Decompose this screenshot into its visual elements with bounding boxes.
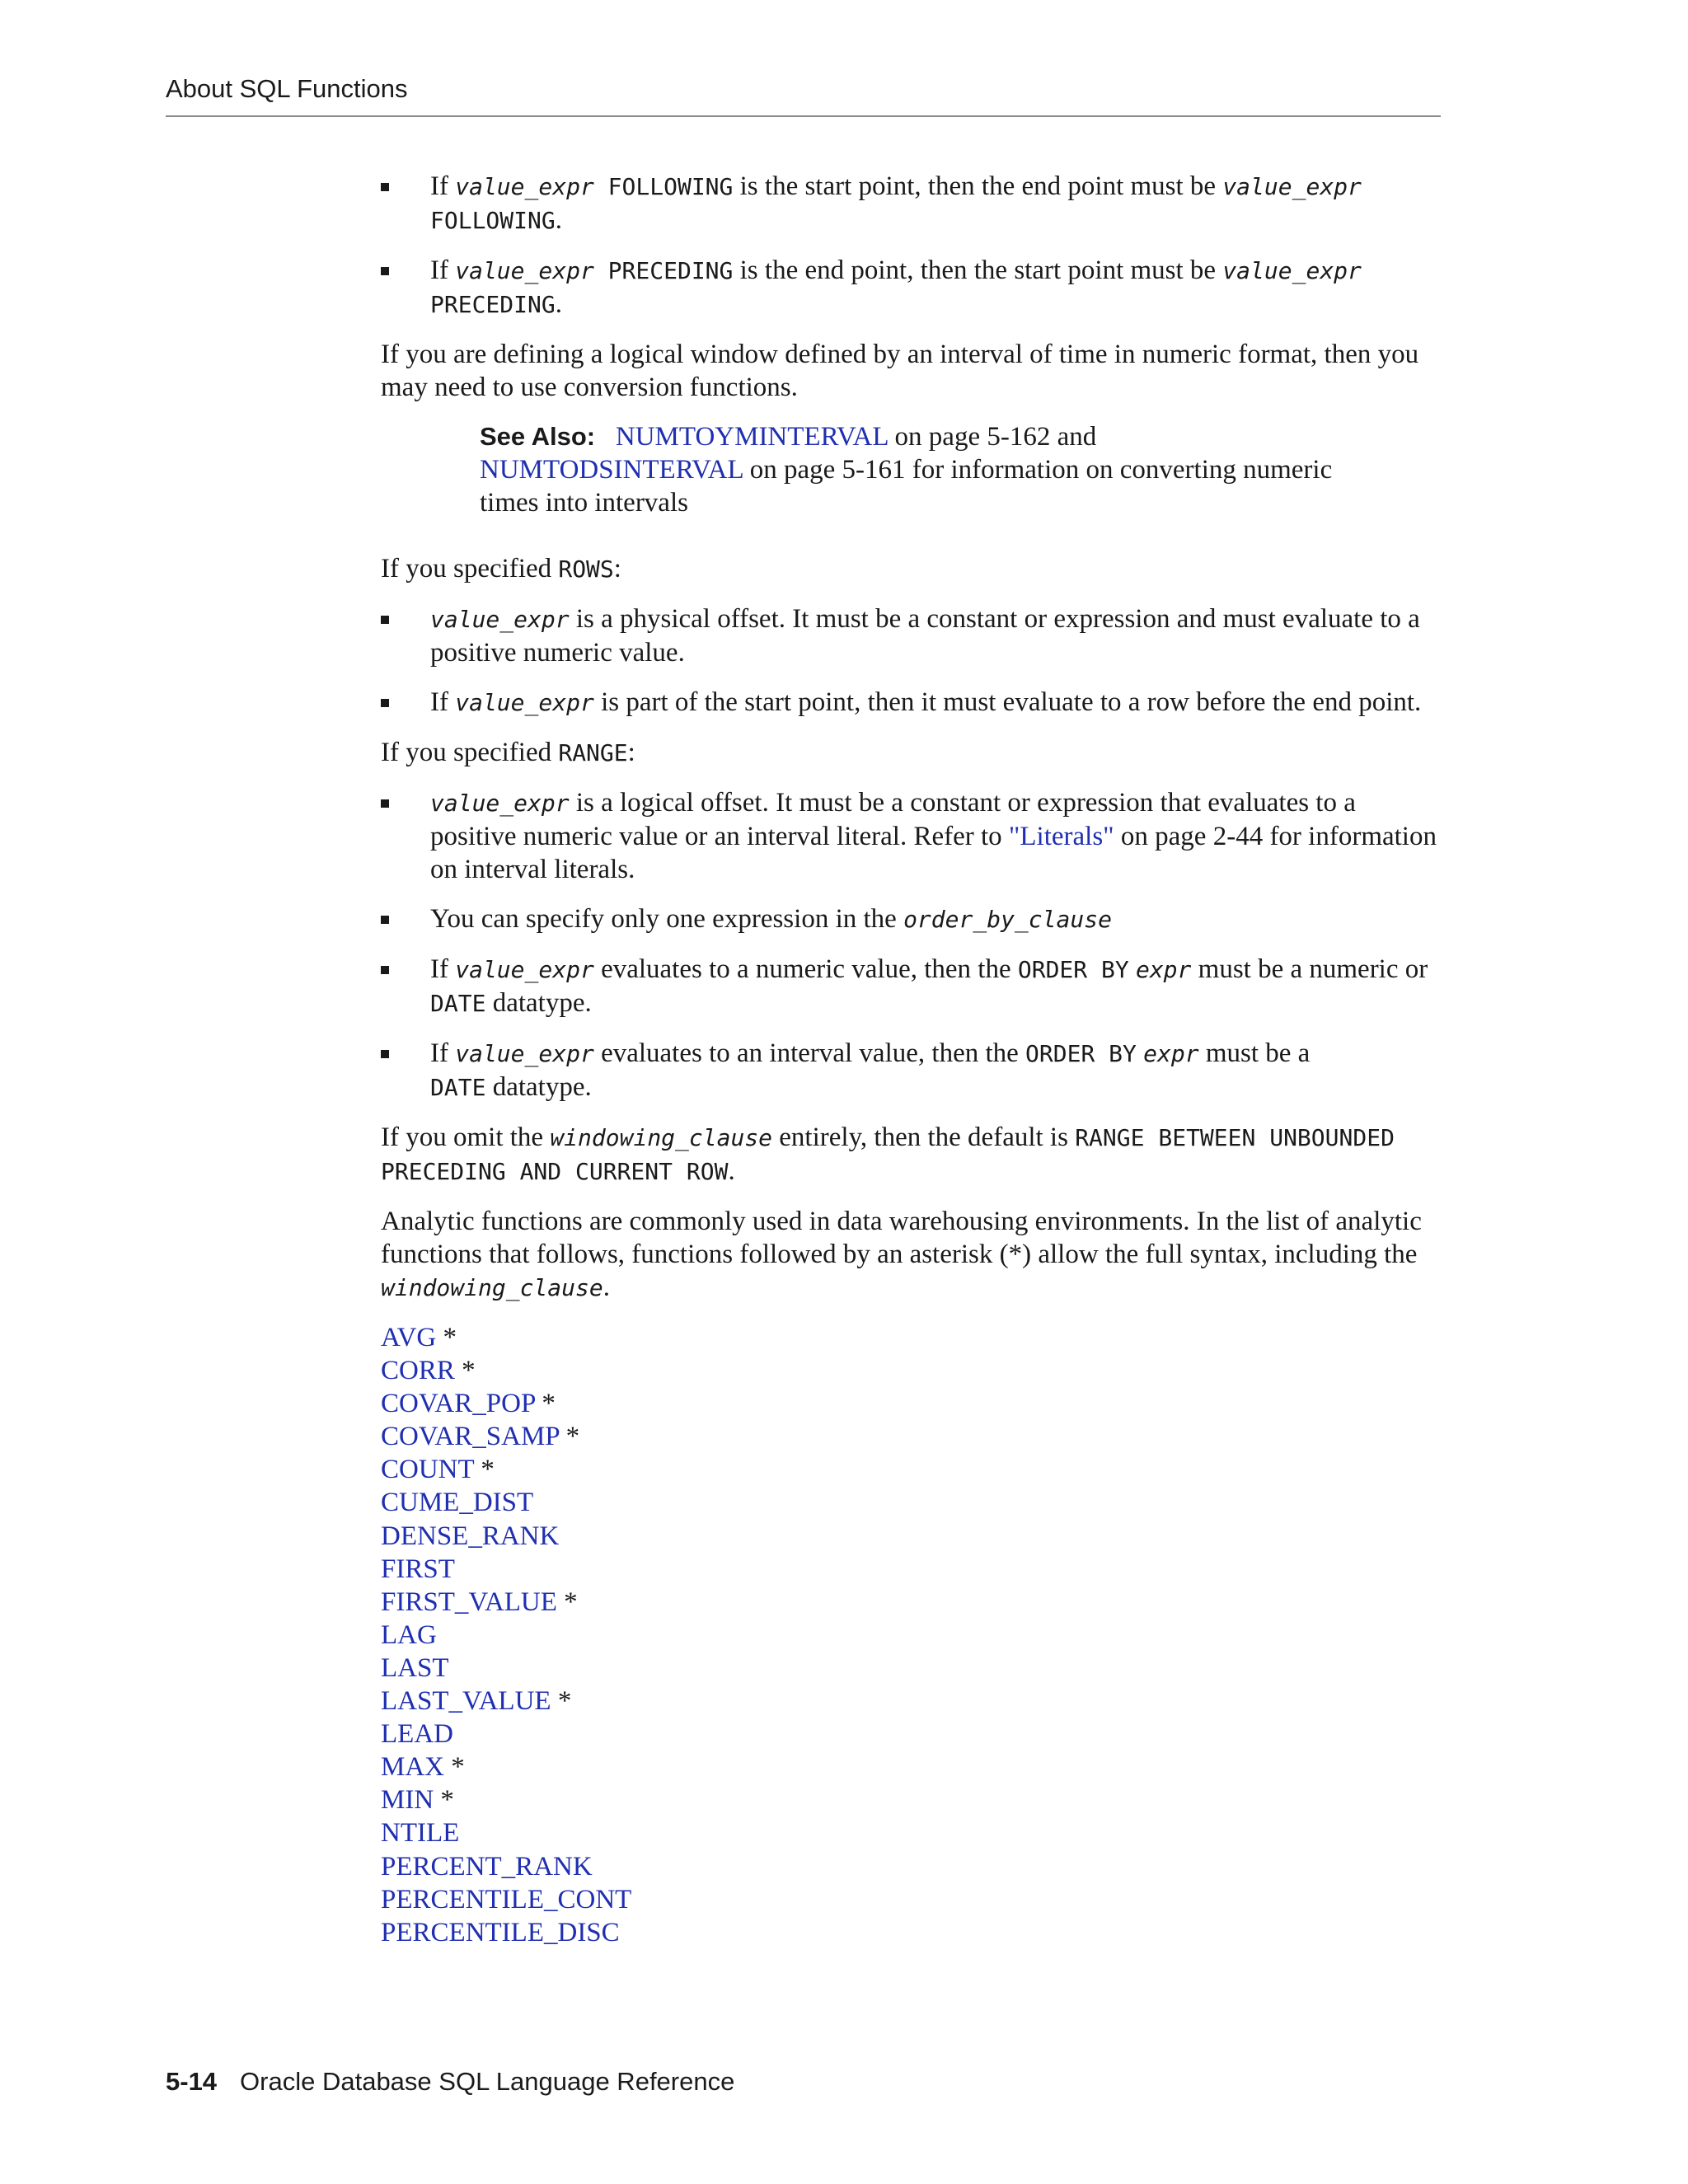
square-bullet-icon (381, 966, 389, 974)
square-bullet-icon (381, 799, 389, 808)
page-number: 5-14 (166, 2067, 218, 2096)
list-item: If value_expr evaluates to an interval value, then the ORDER BY expr must be a DATE datatype. (381, 1037, 1444, 1104)
square-bullet-icon (381, 616, 389, 624)
function-link[interactable]: AVG (381, 1323, 437, 1352)
function-list-item (381, 1486, 1444, 1519)
function-link[interactable]: COVAR_SAMP (381, 1422, 560, 1452)
header-rule (166, 115, 1441, 117)
window-support-marker: * (434, 1785, 454, 1816)
book-title: Oracle Database SQL Language Reference (240, 2067, 735, 2096)
square-bullet-icon (381, 1050, 389, 1058)
analytic-function-list (381, 1321, 1444, 1949)
function-link[interactable]: CORR (381, 1356, 455, 1386)
bullet-list-range (381, 786, 1444, 1104)
list-item: If value_expr FOLLOWING is the start point, then the end point must be value_expr FOLLOWING. (381, 170, 1444, 237)
window-support-marker: * (444, 1752, 465, 1783)
function-link[interactable]: PERCENTILE_DISC (381, 1917, 620, 1947)
function-link[interactable]: PERCENTILE_CONT (381, 1884, 632, 1915)
square-bullet-icon (381, 699, 389, 707)
function-list-item (381, 1883, 1444, 1916)
page-footer (166, 2067, 734, 2097)
function-list-item (381, 1453, 1444, 1486)
square-bullet-icon (381, 916, 389, 924)
function-list-item (381, 1619, 1444, 1652)
function-list-item (381, 1387, 1444, 1420)
analytic-functions-paragraph: Analytic functions are commonly used in data warehousing environments. In the list of analytic functions that follows, functions followed by an asterisk (*) allow the full syntax, including the windowing_clause. (381, 1207, 1422, 1302)
see-also-label: See Also: (480, 422, 596, 451)
function-list-item (381, 1553, 1444, 1586)
function-link[interactable]: LAST (381, 1652, 449, 1683)
function-link[interactable]: LAST_VALUE (381, 1686, 551, 1717)
function-link[interactable]: MAX (381, 1752, 445, 1783)
function-list-item (381, 1321, 1444, 1354)
function-link[interactable]: COUNT (381, 1455, 475, 1485)
function-link[interactable]: PERCENT_RANK (381, 1851, 593, 1882)
function-list-item (381, 1718, 1444, 1750)
window-support-marker: * (559, 1422, 580, 1452)
function-link[interactable]: DENSE_RANK (381, 1521, 560, 1551)
running-header: About SQL Functions (166, 74, 408, 103)
window-support-marker: * (436, 1323, 457, 1352)
function-link[interactable]: LEAD (381, 1719, 453, 1750)
function-link[interactable]: FIRST (381, 1554, 455, 1584)
function-list-item (381, 1816, 1444, 1849)
function-list-item (381, 1354, 1444, 1387)
function-link[interactable]: LAG (381, 1619, 437, 1650)
bullet-list-rows (381, 602, 1444, 719)
function-link[interactable]: NTILE (381, 1818, 460, 1849)
list-item: If value_expr PRECEDING is the end point, then the start point must be value_expr PRECEDING. (381, 254, 1444, 321)
function-list-item (381, 1685, 1444, 1718)
function-link[interactable]: MIN (381, 1785, 434, 1816)
logical-window-paragraph: If you are defining a logical window defined by an interval of time in numeric format, then you may need to use conversion functions. (381, 340, 1419, 402)
link-literals[interactable]: "Literals" (1008, 822, 1114, 851)
square-bullet-icon (381, 267, 389, 275)
omit-windowing-paragraph: If you omit the windowing_clause entirely, then the default is RANGE BETWEEN UNBOUNDED PRECEDING AND CURRENT ROW. (381, 1122, 1395, 1186)
window-support-marker: * (454, 1356, 476, 1386)
function-list-item (381, 1652, 1444, 1685)
function-list-item (381, 1750, 1444, 1783)
function-list-item (381, 1520, 1444, 1553)
function-link[interactable]: FIRST_VALUE (381, 1586, 557, 1617)
function-list-item (381, 1850, 1444, 1883)
rows-intro: If you specified ROWS: (381, 554, 621, 583)
link-numtodsinterval[interactable]: NUMTODSINTERVAL (480, 455, 743, 485)
list-item: value_expr is a physical offset. It must be a constant or expression and must evaluate to a positive numeric value. (381, 602, 1444, 669)
window-support-marker: * (551, 1686, 572, 1717)
list-item: value_expr is a logical offset. It must be a constant or expression that evaluates to a positive numeric value or an interval literal. Refer to "Literals" on page 2-44 for information on interval literals. (381, 786, 1444, 886)
window-support-marker: * (474, 1455, 495, 1485)
bullet-list-endpoints (381, 170, 1444, 321)
body-text (381, 170, 1444, 1949)
function-list-item (381, 1783, 1444, 1816)
function-link[interactable]: CUME_DIST (381, 1488, 534, 1518)
function-link[interactable]: COVAR_POP (381, 1389, 536, 1419)
function-list-item (381, 1916, 1444, 1949)
see-also-note: See Also: NUMTOYMINTERVAL on page 5-162 and NUMTODSINTERVAL on page 5-161 for information on converting numeric times into intervals (480, 422, 1333, 518)
list-item: You can specify only one expression in the order_by_clause (381, 902, 1444, 936)
square-bullet-icon (381, 183, 389, 191)
window-support-marker: * (556, 1586, 578, 1617)
list-item: If value_expr is part of the start point, then it must evaluate to a row before the end point. (381, 686, 1444, 719)
function-list-item (381, 1420, 1444, 1453)
list-item: If value_expr evaluates to a numeric value, then the ORDER BY expr must be a numeric or DATE datatype. (381, 953, 1444, 1020)
link-numtoyminterval[interactable]: NUMTOYMINTERVAL (615, 422, 889, 452)
function-list-item (381, 1586, 1444, 1619)
window-support-marker: * (535, 1389, 556, 1419)
range-intro: If you specified RANGE: (381, 738, 635, 767)
